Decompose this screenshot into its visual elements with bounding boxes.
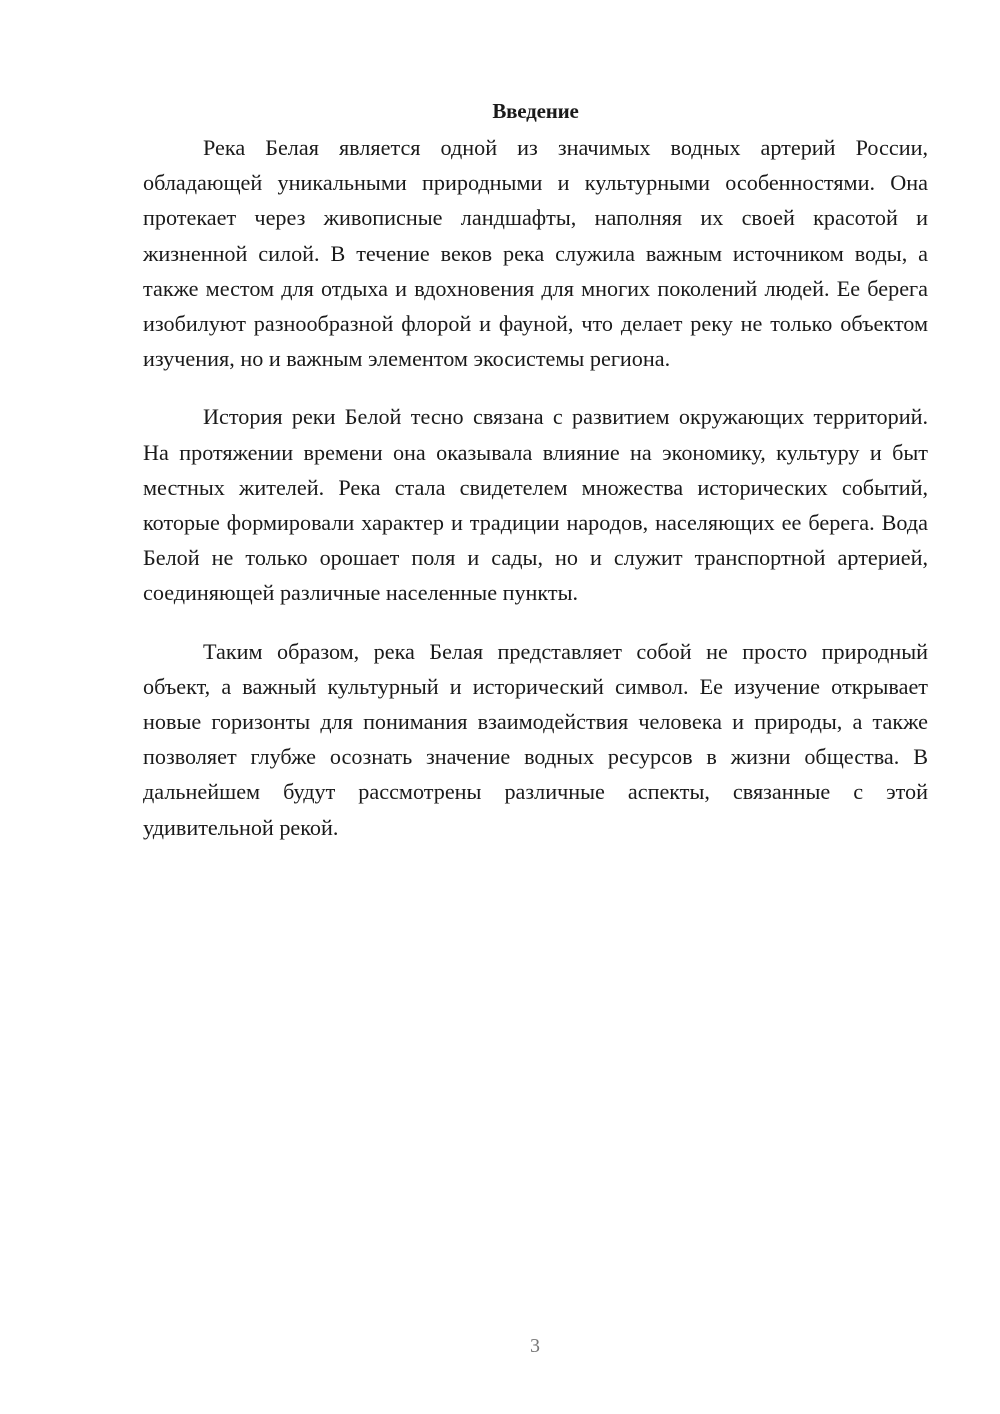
page-content — [143, 96, 928, 868]
section-heading: Введение — [492, 99, 579, 123]
page-number: 3 — [530, 1335, 540, 1357]
paragraph-3: Таким образом, река Белая представляет собой не просто природный объект, а важный культурный и исторический символ. Ее изучение открывает новые горизонты для понимания взаимодействия человека и природы, а также позволяет глубже осознать значение водных ресурсов в жизни общества. В дальнейшем будут рассмотрены различные аспекты, связанные с этой удивительной рекой. — [143, 638, 928, 840]
paragraph-1: Река Белая является одной из значимых водных артерий России, обладающей уникальными природными и культурными особенностями. Она протекает через живописные ландшафты, наполняя их своей красотой и жизненной силой. В течение веков река служила важным источником воды, а также местом для отдыха и вдохновения для многих поколений людей. Ее берега изобилуют разнообразной флорой и фауной, что делает реку не только объектом изучения, но и важным элементом экосистемы региона. — [143, 135, 928, 372]
paragraph-2: История реки Белой тесно связана с развитием окружающих территорий. На протяжении времени она оказывала влияние на экономику, культуру и быт местных жителей. Река стала свидетелем множества исторических событий, которые формировали характер и традиции народов, населяющих ее берега. Вода Белой не только орошает поля и сады, но и служит транспортной артерией, соединяющей различные населенные пункты. — [143, 404, 928, 606]
